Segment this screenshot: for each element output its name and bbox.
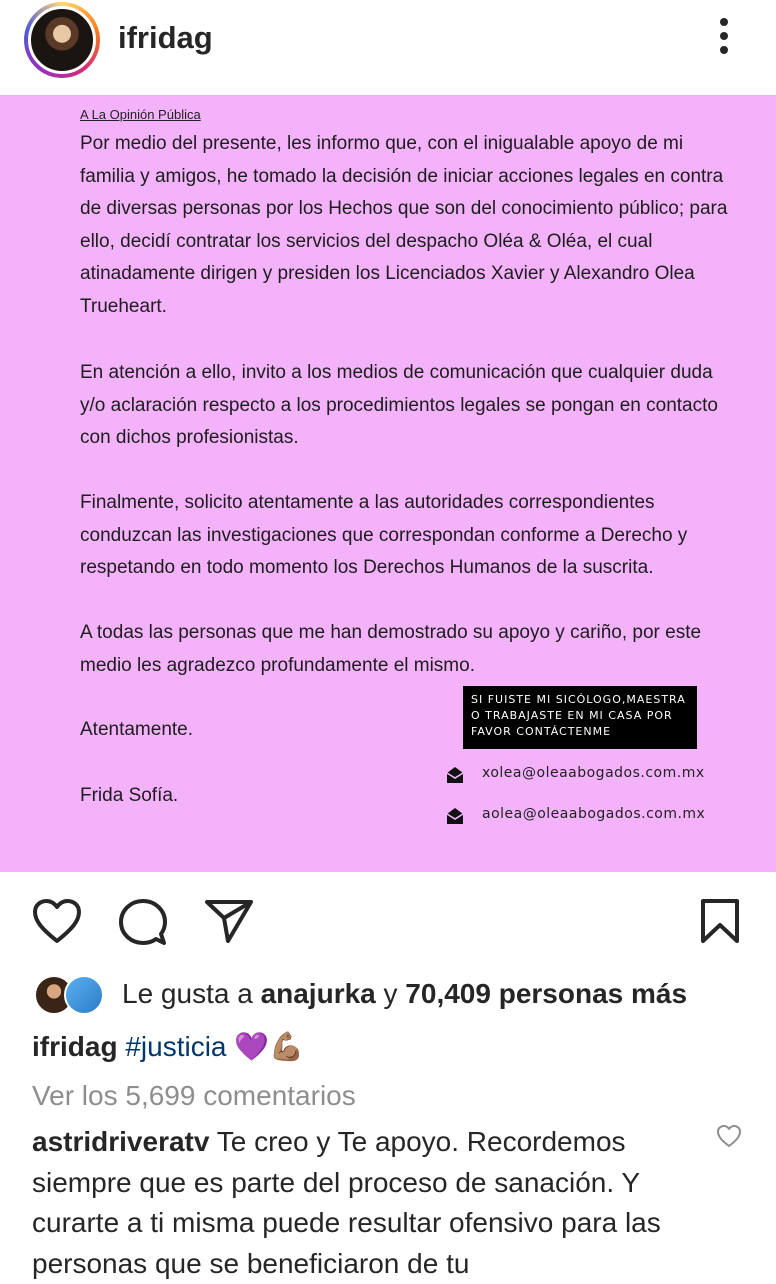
envelope-icon	[445, 765, 465, 785]
caption-emoji: 💜💪🏽	[234, 1031, 305, 1062]
email-address: xolea@oleaabogados.com.mx	[482, 765, 705, 781]
letter-paragraph: Por medio del presente, les informo que, con el inigualable apoyo de mi familia y amigos, he tomado la decisión de iniciar acciones legales en contra de diversas personas por los Hechos que son del conocimiento público; para ello, decidí contratar los servicios del despacho Oléa & Oléa, el cual atinadamente dirigen y presiden los Licenciados Xavier y Alexandro Olea Trueheart.	[80, 133, 728, 317]
letter-paragraph: A todas las personas que me han demostrado su apoyo y cariño, por este medio les agradezco profundamente el mismo.	[80, 622, 702, 676]
post-image[interactable]	[0, 95, 776, 872]
story-ring[interactable]	[24, 2, 100, 78]
view-comments-link[interactable]: Ver los 5,699 comentarios	[32, 1080, 356, 1111]
heart-icon[interactable]	[32, 898, 82, 944]
caption	[32, 1030, 304, 1063]
bookmark-icon[interactable]	[700, 898, 740, 944]
liker-username[interactable]: anajurka	[260, 978, 376, 1009]
letter-signature: Frida Sofía.	[80, 785, 179, 806]
comment-text: Te creo y Te apoyo. Recordemos siempre que es parte del proceso de sanación. Y curarte a ti misma puede resultar ofensivo para las personas que se beneficiaron de tu	[32, 1126, 661, 1279]
letter-salutation: A La Opinión Pública	[80, 107, 201, 122]
action-bar	[0, 880, 776, 960]
comment-username[interactable]: astridriveratv	[32, 1126, 210, 1157]
comment-like-heart-icon[interactable]	[716, 1124, 742, 1148]
likes-row[interactable]	[34, 970, 774, 1020]
more-options-icon[interactable]	[706, 18, 742, 62]
comment	[32, 1122, 702, 1284]
comment-icon[interactable]	[118, 898, 168, 946]
likes-count[interactable]: 70,409 personas más	[405, 978, 688, 1009]
avatar[interactable]	[28, 6, 96, 74]
likes-text	[122, 978, 687, 1010]
likes-middle: y	[375, 978, 406, 1009]
liker-avatar	[64, 975, 104, 1015]
share-icon[interactable]	[204, 898, 254, 944]
hashtag[interactable]: #justicia	[125, 1031, 227, 1062]
contact-note-box: SI FUISTE MI SICÓLOGO,MAESTRA O TRABAJASTE EN MI CASA POR FAVOR CONTÁCTENME	[463, 686, 697, 749]
username[interactable]: ifridag	[118, 20, 213, 55]
caption-username[interactable]: ifridag	[32, 1031, 118, 1062]
letter-closing: Atentamente.	[80, 719, 194, 740]
letter-paragraph: En atención a ello, invito a los medios de comunicación que cualquier duda y/o aclaración respecto a los procedimientos legales se pongan en contacto con dichos profesionistas.	[80, 362, 718, 448]
likes-prefix: Le gusta a	[122, 978, 261, 1009]
envelope-icon	[445, 806, 465, 826]
letter-paragraph: Finalmente, solicito atentamente a las autoridades correspondientes conduzcan las investigaciones que correspondan conforme a Derecho y respetando en todo momento los Derechos Humanos de la suscrita.	[80, 492, 688, 578]
email-address: aolea@oleaabogados.com.mx	[482, 806, 706, 822]
post-header	[0, 0, 776, 92]
